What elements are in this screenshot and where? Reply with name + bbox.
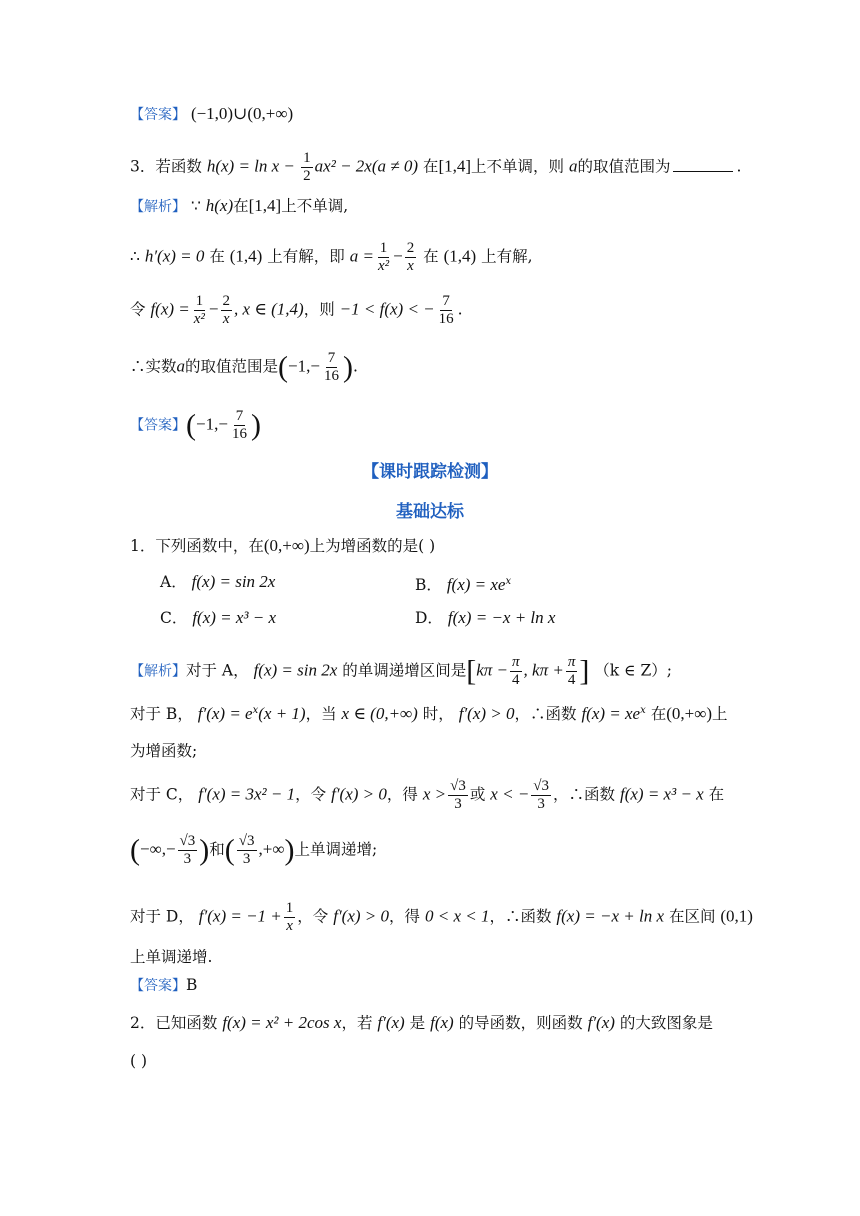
prev-answer-line <box>130 103 293 126</box>
question-3: 3．若函数 h(x) = ln x − $\frac{1}{2}$ ax² − 2x(a ≠ 0) 在[1,4]上不单调，则 a的取值范围为 . <box>130 150 742 184</box>
q1-analysis-d: 对于 D， f′(x) = −1 + $\frac{1}{x}$ ，令 f′(x) > 0，得 0 < x < 1，∴函数 f(x) = −x + ln x 在区间 (0,1) <box>130 900 753 934</box>
question-2: 2．已知函数 f(x) = x² + 2cos x，若 f′(x) 是 f(x) 的导函数，则函数 f′(x) 的大致图象是 <box>130 1013 713 1032</box>
q3-analysis-line-3: 令 f(x) = $\frac{1}{\text{x²}}$ − $\frac{2}{x}$ , x ∈ (1,4)，则 −1 < f(x) < − $\frac{7}{16}$ . <box>130 293 463 327</box>
option-c: C． f(x) = x³ − x <box>160 608 277 627</box>
q3-analysis-line-1: 【解析】 ∵ h(x)在[1,4]上不单调, <box>130 196 349 215</box>
prev-answer-value: (−1,0)∪(0,+∞) <box>190 104 294 123</box>
section-title: 【课时跟踪检测】 <box>362 462 498 482</box>
answer-tag: 【答案】 <box>130 107 186 123</box>
q1-analysis-c-2: (−∞,− $\frac{√3}{3}$ )和( $\frac{√3}{3}$ ,+∞)上单调递增; <box>130 833 378 867</box>
option-a: A． f(x) = sin 2x <box>160 572 276 591</box>
q1-analysis-b-2: 为增函数; <box>130 742 198 760</box>
analysis-tag: 【解析】 <box>130 199 186 215</box>
answer-blank <box>673 157 733 172</box>
q3-answer-line: 【答案】(−1,− $\frac{7}{16}$ ) <box>130 408 261 442</box>
option-d: D． f(x) = −x + ln x <box>415 608 556 627</box>
q1-analysis-b: 对于 B， $f'(x) = e^x(x + 1)$，当 x ∈ (0,+∞) 时， f′(x) > 0，∴函数 $f(x) = xe^x$ 在(0,+∞)上 <box>130 704 728 724</box>
option-b: B． $f(x) = xe^x$ <box>415 575 512 595</box>
sub-title: 基础达标 <box>396 502 464 522</box>
q3-analysis-line-4: ∴实数a的取值范围是(−1,− $\frac{7}{16}$ ). <box>130 350 358 384</box>
question-2-choice-paren: ( ) <box>130 1052 148 1070</box>
question-1: 1．下列函数中，在(0,+∞)上为增函数的是( ) <box>130 536 436 555</box>
q1-analysis-d-2: 上单调递增. <box>130 948 213 966</box>
q1-analysis-c: 对于 C， f′(x) = 3x² − 1，令 f′(x) > 0，得 x > $\frac{√3}{3}$ 或 x < − $\frac{√3}{3}$ ，∴函数 f(x) = x³ − x 在 <box>130 778 725 812</box>
q1-analysis-a: 【解析】对于 A， f(x) = sin 2x 的单调递增区间是[kπ − $\frac{\pi}{4}$ , kπ + $\frac{\pi}{4}$ ] （k ∈ Z）; <box>130 654 672 688</box>
q3-analysis-line-2: ∴ h′(x) = 0 在 (1,4) 上有解，即 a = $\frac{1}{\text{x²}}$ − $\frac{2}{x}$ 在 (1,4) 上有解, <box>130 240 533 274</box>
q1-answer-line: 【答案】B <box>130 976 198 994</box>
